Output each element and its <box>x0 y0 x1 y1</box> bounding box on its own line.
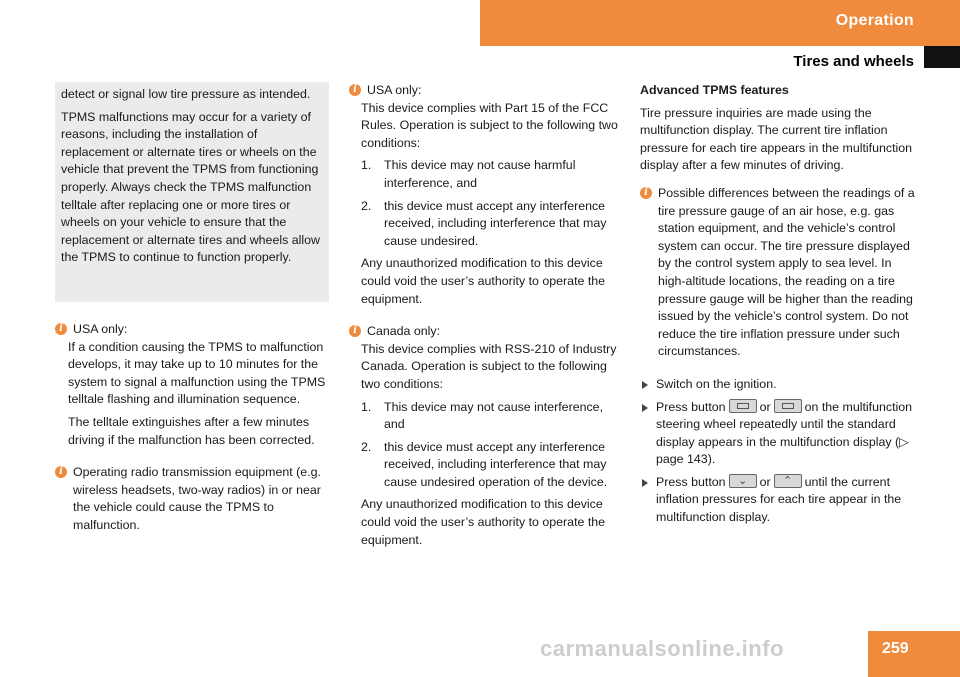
step-1: Switch on the ignition. <box>640 376 918 394</box>
info-icon: i <box>640 187 652 199</box>
radio-note-text: Operating radio transmission equipment (e.g. wireless headsets, two-way radios) in or near the vehicle could cause the TPMS to malfunction. <box>73 465 321 532</box>
usa-note-label: USA only: <box>73 322 128 336</box>
step-2: Press button or on the multifunction steering wheel repeatedly until the standard display appears in the multifunction display (▷ page 143). <box>640 399 918 469</box>
canada-intro: This device complies with RSS-210 of Industry Canada. Operation is subject to the following two conditions: <box>361 341 617 391</box>
gauge-note-text: Possible differences between the readings of a tire pressure gauge of an air hose, e.g. gas station equipment, and the vehicle’s control system can occur. The tire pressure displayed by the control system apply to sea level. In high-altitude locations, the reading on a tire pressure gauge will be higher than the reading issued by the vehicle’s control system. Do not reduce the tire inflation pressure under such circumstances. <box>658 185 915 359</box>
middle-column <box>349 82 624 564</box>
display-button-icon <box>729 399 757 413</box>
info-icon: i <box>55 323 67 335</box>
watermark: carmanualsonline.info <box>540 636 784 661</box>
list-item: 2. this device must accept any interference received, including interference that may cause undesired. <box>361 198 607 248</box>
info-icon: i <box>349 325 361 337</box>
chevron-down-icon <box>729 474 757 488</box>
info-icon: i <box>55 466 67 478</box>
canada-footer: Any unauthorized modification to this device could void the user’s authority to operate the equipment. <box>361 497 606 547</box>
advanced-tpms-heading: Advanced TPMS features <box>640 83 789 97</box>
right-column <box>640 82 918 532</box>
display-button-icon <box>774 399 802 413</box>
radio-note <box>55 464 331 534</box>
usa-note-paragraph-2: The telltale extinguishes after a few minutes driving if the malfunction has been corrected. <box>68 414 315 447</box>
steps <box>640 376 918 527</box>
step-3: Press button⌄ or⌃ until the current inflation pressures for each tire appear in the multifunction display. <box>640 474 918 527</box>
arrow-right-icon <box>642 381 648 389</box>
header-marker <box>924 46 960 68</box>
arrow-right-icon <box>642 404 648 412</box>
list-item: 1. This device may not cause interference, and <box>361 399 604 432</box>
fcc-conditions <box>361 157 624 250</box>
box-paragraph-2: TPMS malfunctions may occur for a variety of reasons, including the installation of replacement or alternate tires or wheels on the vehicle that prevent the TPMS from functioning properly. Always check the TPMS malfunction telltale after replacing one or more tires or wheels on your vehicle to ensure that the replacement or alternate tires and wheels allow the TPMS to continue to function properly. <box>61 109 320 265</box>
fcc-footer: Any unauthorized modification to this device could void the user’s authority to operate the equipment. <box>361 256 606 306</box>
usa-note <box>55 321 331 449</box>
canada-note-label: Canada only: <box>367 324 441 339</box>
usa-note-paragraph-1: If a condition causing the TPMS to malfunction develops, it may take up to 10 minutes for the system to signal a malfunction using the TPMS telltale flashing and illumination sequence. <box>68 339 326 407</box>
gauge-note <box>640 185 918 361</box>
page-number: 259 <box>882 640 909 657</box>
list-item: 2. this device must accept any interference received, including interference that may cause undesired operation of the device. <box>361 439 608 489</box>
fcc-note <box>349 82 624 308</box>
section-title: Operation <box>835 12 914 29</box>
left-notes <box>55 321 331 550</box>
fcc-intro: This device complies with Part 15 of the FCC Rules. Operation is subject to the following two conditions: <box>361 100 618 150</box>
subsection-title: Tires and wheels <box>793 53 914 70</box>
canada-note <box>349 323 624 549</box>
info-icon: i <box>349 84 361 96</box>
advanced-tpms-intro: Tire pressure inquiries are made using the multifunction display. The current tire inflation pressure for each tire appears in the multifunction display after a few minutes of driving. <box>640 105 913 173</box>
arrow-right-icon <box>642 479 648 487</box>
box-paragraph-1: detect or signal low tire pressure as intended. <box>61 87 311 101</box>
list-item: 1. This device may not cause harmful interference, and <box>361 158 576 190</box>
canada-conditions <box>361 399 624 492</box>
page-reference[interactable]: ▷ page 143 <box>656 434 909 467</box>
chevron-up-icon <box>774 474 802 488</box>
tpms-warning-box <box>55 82 329 302</box>
fcc-note-label: USA only: <box>367 83 422 97</box>
